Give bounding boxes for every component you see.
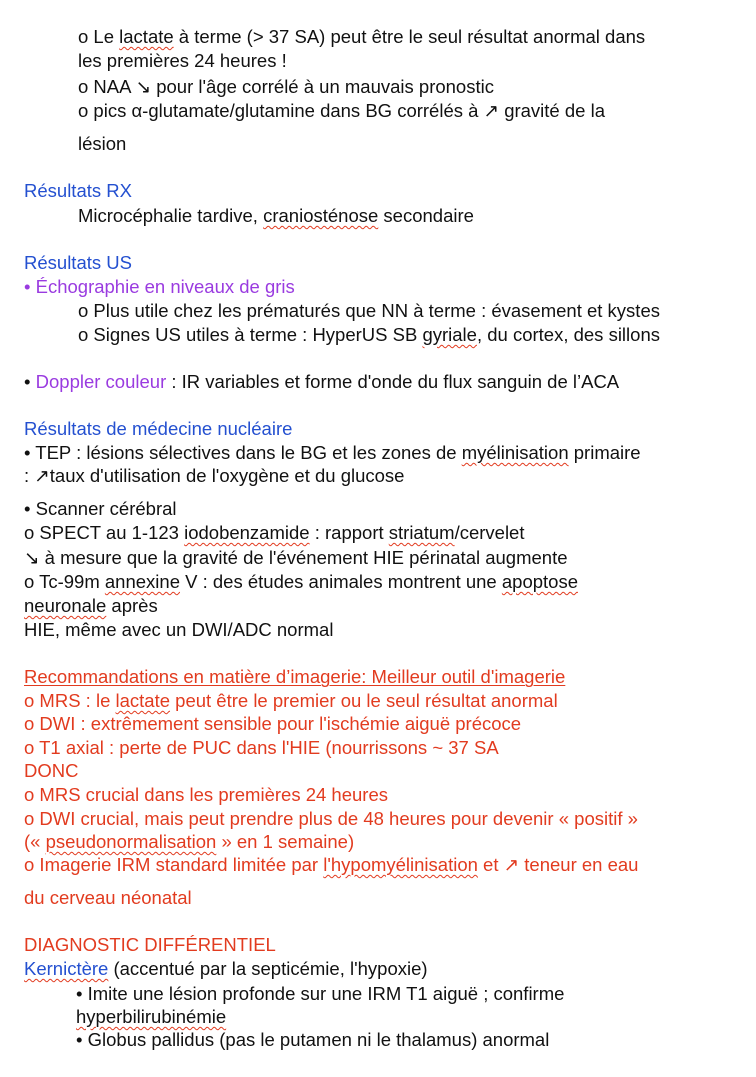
reco-irm-line: o Imagerie IRM standard limitée par l'hypomyélinisation et ↗ teneur en eau: [24, 854, 639, 875]
mrs-lactate-line: o Le lactate à terme (> 37 SA) peut être le seul résultat anormal dans: [78, 26, 646, 47]
mrs-lactate-line-cont: les premières 24 heures !: [78, 50, 287, 71]
nuc-spect-line: o SPECT au 1-123 iodobenzamide : rapport striatum/cervelet: [24, 522, 525, 543]
reco-pseudonormalisation-line: (« pseudonormalisation » en 1 semaine): [24, 831, 355, 852]
reco-t1-line: o T1 axial : perte de PUC dans l'HIE (nourrissons ~ 37 SA: [24, 737, 499, 758]
us-doppler-line: • Doppler couleur : IR variables et forme d'onde du flux sanguin de l’ACA: [24, 371, 620, 392]
us-term-signs-line: o Signes US utiles à terme : HyperUS SB gyriale, du cortex, des sillons: [78, 324, 660, 345]
nuc-tep-line-cont: : ↗taux d'utilisation de l'oxygène et du glucose: [24, 465, 405, 486]
nuc-tep-line: • TEP : lésions sélectives dans le BG et les zones de myélinisation primaire: [24, 442, 641, 463]
nuc-heading: Résultats de médecine nucléaire: [24, 418, 293, 439]
reco-dwi-crucial-line: o DWI crucial, mais peut prendre plus de 48 heures pour devenir « positif »: [24, 808, 638, 829]
diff-t1-line-cont: hyperbilirubinémie: [76, 1006, 227, 1027]
nuc-annexin-line-end: HIE, même avec un DWI/ADC normal: [24, 619, 334, 640]
rx-heading: Résultats RX: [24, 180, 132, 201]
us-premature-line: o Plus utile chez les prématurés que NN à terme : évasement et kystes: [78, 300, 660, 321]
reco-mrs-crucial-line: o MRS crucial dans les premières 24 heures: [24, 784, 388, 805]
reco-mrs-line: o MRS : le lactate peut être le premier ou le seul résultat anormal: [24, 690, 558, 711]
us-heading: Résultats US: [24, 252, 132, 273]
diff-globus-line: • Globus pallidus (pas le putamen ni le thalamus) anormal: [76, 1029, 550, 1050]
diff-heading: DIAGNOSTIC DIFFÉRENTIEL: [24, 934, 276, 955]
nuc-scanner-line: • Scanner cérébral: [24, 498, 177, 519]
nuc-spect-line-cont: ↘ à mesure que la gravité de l'événement HIE périnatal augmente: [24, 547, 568, 568]
mrs-naa-line: o NAA ↘ pour l'âge corrélé à un mauvais pronostic: [78, 76, 494, 97]
diff-t1-line: • Imite une lésion profonde sur une IRM T1 aiguë ; confirme: [76, 983, 565, 1004]
reco-dwi-line: o DWI : extrêmement sensible pour l'ischémie aiguë précoce: [24, 713, 522, 734]
us-greyscale-subheading: • Échographie en niveaux de gris: [24, 276, 295, 297]
reco-heading: Recommandations en matière d’imagerie: Meilleur outil d'imagerie: [24, 666, 566, 687]
diff-kernicterus-line: Kernictère (accentué par la septicémie, l'hypoxie): [24, 958, 428, 979]
nuc-annexin-line: o Tc-99m annexine V : des études animales montrent une apoptose: [24, 571, 578, 592]
nuc-annexin-line-cont: neuronale après: [24, 595, 158, 616]
mrs-glutamate-line: o pics α-glutamate/glutamine dans BG corrélés à ↗ gravité de la: [78, 100, 605, 121]
mrs-glutamate-line-cont: lésion: [78, 133, 127, 154]
reco-donc-line: DONC: [24, 760, 79, 781]
reco-irm-line-cont: du cerveau néonatal: [24, 887, 192, 908]
rx-line: Microcéphalie tardive, craniosténose secondaire: [78, 205, 474, 226]
